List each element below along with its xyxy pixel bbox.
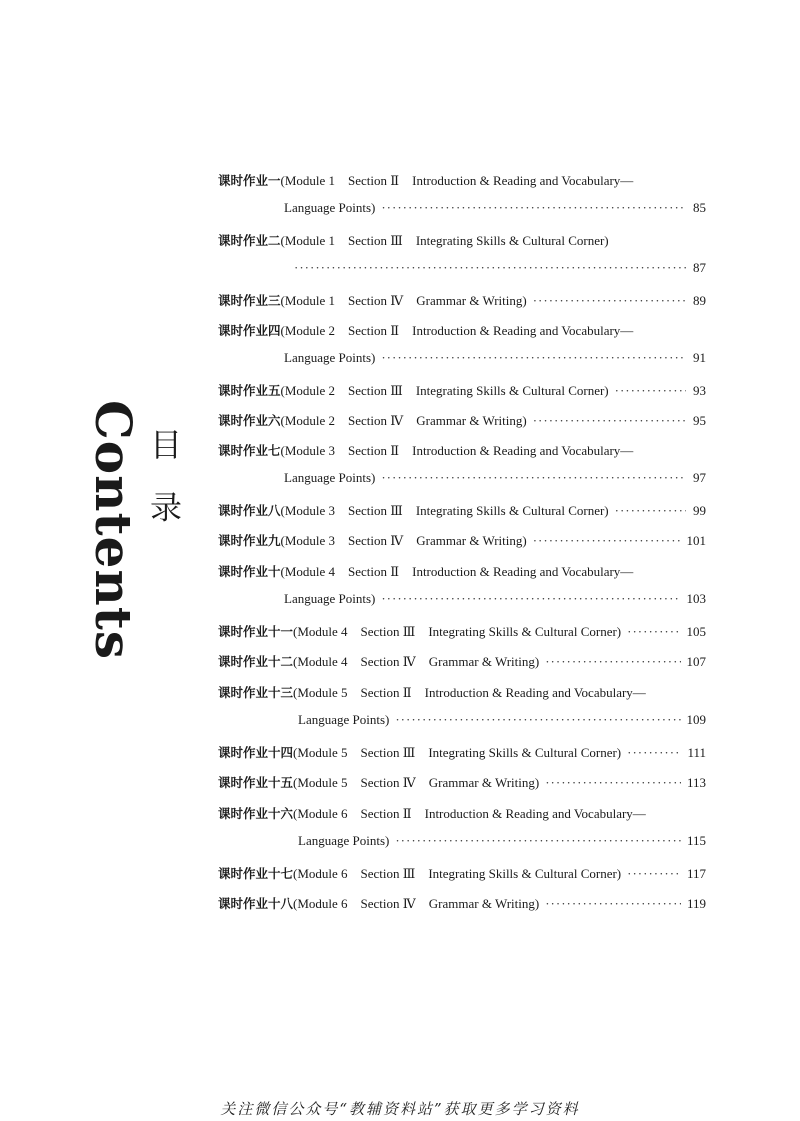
toc-entry-title: (Module 2 Section Ⅱ Introduction & Reading and Vocabulary— <box>280 323 634 338</box>
toc-page-number: 99 <box>693 503 706 518</box>
toc-page-number: 91 <box>693 350 706 365</box>
leader-dots <box>533 293 686 309</box>
toc-entry-7[interactable] <box>218 440 706 460</box>
leader-dots <box>294 260 686 276</box>
toc-entry-title: Language Points) <box>284 350 376 365</box>
toc-entry-12[interactable] <box>218 651 706 671</box>
leader-dots <box>533 413 686 429</box>
toc-entry-title: (Module 5 Section Ⅳ Grammar & Writing) <box>293 775 540 790</box>
toc-entry-2[interactable] <box>218 230 706 250</box>
toc-page-number: 113 <box>686 775 706 790</box>
toc-entry-title: (Module 6 Section Ⅲ Integrating Skills & Cultural Corner) <box>293 866 622 881</box>
toc-entry-label: 课时作业十 <box>218 564 281 579</box>
contents-heading-en: Contents <box>84 400 143 661</box>
toc-entry-label: 课时作业十五 <box>218 775 294 790</box>
toc-entry-title: Language Points) <box>298 712 390 727</box>
leader-dots <box>533 533 681 549</box>
toc-page-number: 101 <box>686 533 706 548</box>
toc-page-number: 115 <box>686 833 706 848</box>
toc-entry-6[interactable] <box>218 410 706 430</box>
toc-page-number: 117 <box>686 866 706 881</box>
toc-page-number: 103 <box>686 591 706 606</box>
leader-dots <box>545 775 681 791</box>
toc-page-number: 87 <box>693 260 706 275</box>
toc-entry-label: 课时作业十三 <box>218 685 294 700</box>
toc-entry-13-cont[interactable] <box>218 712 706 732</box>
toc-entry-10[interactable] <box>218 561 706 581</box>
toc-entry-3[interactable] <box>218 290 706 310</box>
leader-dots <box>615 383 686 399</box>
toc-page-number: 97 <box>693 470 706 485</box>
toc-entry-label: 课时作业十七 <box>218 866 294 881</box>
toc-entry-title: (Module 5 Section Ⅲ Integrating Skills & Cultural Corner) <box>293 745 622 760</box>
toc-entry-8[interactable] <box>218 500 706 520</box>
leader-dots <box>545 896 681 912</box>
toc-page-number: 107 <box>686 654 706 669</box>
toc-entry-title: (Module 3 Section Ⅱ Introduction & Reading and Vocabulary— <box>280 443 634 458</box>
toc-entry-label: 课时作业九 <box>218 533 281 548</box>
toc-entry-15[interactable] <box>218 772 706 792</box>
toc-page-number: 111 <box>687 745 706 760</box>
leader-dots <box>545 654 680 670</box>
toc-entry-5[interactable] <box>218 380 706 400</box>
toc-entry-label: 课时作业八 <box>218 503 281 518</box>
toc-entry-title: (Module 3 Section Ⅲ Integrating Skills & Cultural Corner) <box>280 503 609 518</box>
toc-entry-1[interactable] <box>218 170 706 190</box>
leader-dots <box>381 470 686 486</box>
leader-dots <box>627 745 681 761</box>
toc-page-number: 89 <box>693 293 706 308</box>
toc-entry-10-cont[interactable] <box>218 591 706 611</box>
toc-page-number: 105 <box>686 624 706 639</box>
toc-entry-14[interactable] <box>218 742 706 762</box>
toc-entry-title: (Module 1 Section Ⅱ Introduction & Reading and Vocabulary— <box>280 173 634 188</box>
toc-entry-title: (Module 6 Section Ⅳ Grammar & Writing) <box>293 896 540 911</box>
toc-entry-label: 课时作业四 <box>218 323 281 338</box>
toc-entry-title: (Module 6 Section Ⅱ Introduction & Reading and Vocabulary— <box>293 806 646 821</box>
toc-entry-16[interactable] <box>218 803 706 823</box>
toc-entry-title: (Module 1 Section Ⅲ Integrating Skills & Cultural Corner) <box>280 233 609 248</box>
toc-entry-label: 课时作业七 <box>218 443 281 458</box>
leader-dots <box>381 591 680 607</box>
leader-dots <box>627 866 681 882</box>
toc-entry-title: (Module 2 Section Ⅲ Integrating Skills & Cultural Corner) <box>280 383 609 398</box>
toc-page-number: 95 <box>693 413 706 428</box>
toc-entry-9[interactable] <box>218 530 706 550</box>
contents-heading-cn: 目 录 <box>145 428 183 533</box>
leader-dots <box>381 200 686 216</box>
toc-entry-label: 课时作业二 <box>218 233 281 248</box>
leader-dots <box>615 503 686 519</box>
toc-entry-label: 课时作业十一 <box>218 624 294 639</box>
footer-notice: 关注微信公众号“教辅资料站”获取更多学习资料 <box>220 1100 580 1118</box>
toc-entry-label: 课时作业十四 <box>218 745 294 760</box>
toc-entry-16-cont[interactable] <box>218 833 706 853</box>
contents-heading <box>72 400 183 661</box>
toc-entry-17[interactable] <box>218 863 706 883</box>
toc-entry-title: (Module 4 Section Ⅱ Introduction & Reading and Vocabulary— <box>280 564 634 579</box>
toc-entry-label: 课时作业三 <box>218 293 281 308</box>
toc-entry-2-cont[interactable] <box>218 260 706 280</box>
toc-entry-title: (Module 1 Section Ⅳ Grammar & Writing) <box>280 293 527 308</box>
toc-entry-title: (Module 4 Section Ⅳ Grammar & Writing) <box>293 654 540 669</box>
toc-entry-label: 课时作业十六 <box>218 806 294 821</box>
toc-entry-13[interactable] <box>218 682 706 702</box>
toc-entry-title: (Module 5 Section Ⅱ Introduction & Reading and Vocabulary— <box>293 685 646 700</box>
toc-entry-4[interactable] <box>218 320 706 340</box>
toc-entry-title: (Module 3 Section Ⅳ Grammar & Writing) <box>280 533 527 548</box>
toc-entry-title: (Module 2 Section Ⅳ Grammar & Writing) <box>280 413 527 428</box>
toc-entry-1-cont[interactable] <box>218 200 706 220</box>
toc-entry-title: Language Points) <box>298 833 390 848</box>
leader-dots <box>395 833 681 849</box>
toc-entry-7-cont[interactable] <box>218 470 706 490</box>
toc-entry-label: 课时作业五 <box>218 383 281 398</box>
toc-entry-label: 课时作业十二 <box>218 654 294 669</box>
toc-page-number: 85 <box>693 200 706 215</box>
toc-page-number: 109 <box>686 712 706 727</box>
toc-entry-title: (Module 4 Section Ⅲ Integrating Skills & Cultural Corner) <box>293 624 622 639</box>
toc-entry-title: Language Points) <box>284 200 376 215</box>
toc-entry-4-cont[interactable] <box>218 350 706 370</box>
toc-entry-label: 课时作业六 <box>218 413 281 428</box>
toc-entry-title: Language Points) <box>284 591 376 606</box>
toc-page-number: 119 <box>686 896 706 911</box>
toc-page-number: 93 <box>693 383 706 398</box>
toc-entry-18[interactable] <box>218 893 706 913</box>
leader-dots <box>381 350 686 366</box>
leader-dots <box>627 624 680 640</box>
toc-entry-label: 课时作业一 <box>218 173 281 188</box>
toc-entry-11[interactable] <box>218 621 706 641</box>
toc-entry-label: 课时作业十八 <box>218 896 294 911</box>
leader-dots <box>395 712 680 728</box>
toc-entry-title: Language Points) <box>284 470 376 485</box>
